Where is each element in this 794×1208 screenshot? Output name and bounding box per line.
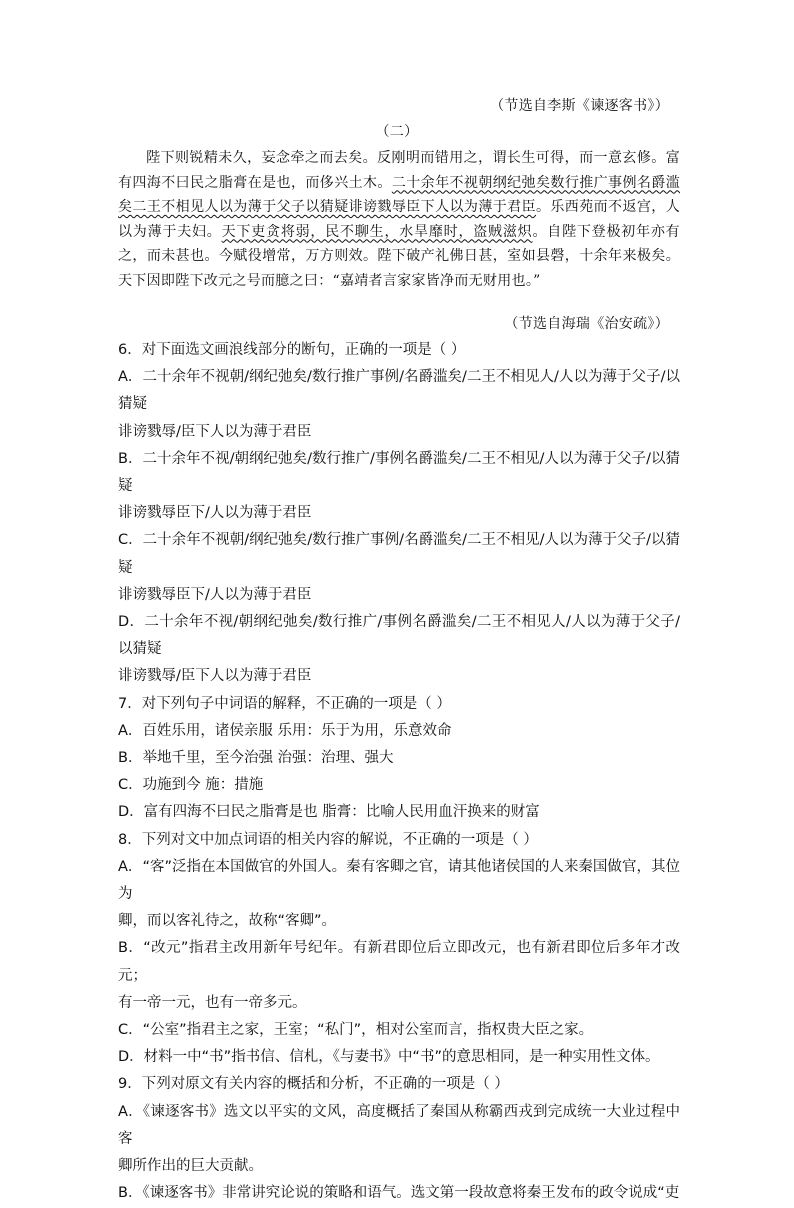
q8-option-c[interactable]: C．“公室”指君主之家，王室；“私门”，相对公室而言，指权贵大臣之家。 [118, 1022, 594, 1039]
source-citation-li-si: （节选自李斯《谏逐客书》） [490, 98, 669, 114]
questions-block [118, 337, 680, 1208]
q8-stem: 8．下列对文中加点词语的相关内容的解说，不正确的一项是（ ） [118, 831, 538, 848]
wavy-underlined-text-2: 天下吏贪将弱，民不聊生，水旱靡时，盗贼滋炽 [221, 223, 533, 240]
q7-option-c[interactable]: C．功施到今 施：措施 [118, 777, 264, 794]
q6-option-c-line1[interactable]: C．二十余年不视朝/纲纪弛矣/数行推广事例/名爵滥矣/二王不相见/人以为薄于父子/以猜疑 [118, 532, 680, 576]
q7-stem: 7．对下列句子中词语的解释，不正确的一项是（ ） [118, 695, 451, 712]
q6-option-b-line2[interactable]: 诽谤戮辱臣下/人以为薄于君臣 [118, 505, 312, 522]
classical-passage-2 [118, 146, 680, 293]
wavy-underlined-text-1: 二十余年不视朝纲纪弛矣数行推广事例名爵滥矣二王不相见人以为薄于父子以猜疑诽谤戮辱臣下人以为薄于君臣 [118, 174, 681, 215]
q6-option-a-line2[interactable]: 诽谤戮辱/臣下人以为薄于君臣 [118, 423, 312, 440]
q9-option-a-line1[interactable]: A．《谏逐客书》选文以平实的文风，高度概括了秦国从称霸西戎到完成统一大业过程中客 [118, 1103, 680, 1147]
q6-option-c-line2[interactable]: 诽谤戮辱臣下/人以为薄于君臣 [118, 586, 312, 603]
q9-option-b-line1[interactable]: B．《谏逐客书》非常讲究论说的策略和语气。选文第一段故意将秦王发布的政令说成“吏 [118, 1185, 680, 1202]
q8-option-a-line1[interactable]: A．“客”泛指在本国做官的外国人。秦有客卿之官，请其他诸侯国的人来秦国做官，其位为 [118, 858, 680, 903]
q6-option-d-line2[interactable]: 诽谤戮辱/臣下人以为薄于君臣 [118, 668, 312, 685]
q8-option-b-line2[interactable]: 有一帝一元，也有一帝多元。 [118, 994, 307, 1011]
q6-option-d-line1[interactable]: D．二十余年不视/朝纲纪弛矣/数行推广/事例名爵滥矣/二王不相见人/人以为薄于父子/以猜疑 [118, 614, 680, 658]
source-citation-hai-rui: （节选自海瑞《治安疏》） [504, 316, 669, 332]
q8-option-d[interactable]: D．材料一中“书”指书信、信札，《与妻书》中“书”的意思相同，是一种实用性文体。 [118, 1049, 660, 1066]
section-title-2: （二） [375, 124, 419, 140]
q7-option-a[interactable]: A．百姓乐用，诸侯亲服 乐用：乐于为用，乐意效命 [118, 722, 452, 739]
q9-stem: 9．下列对原文有关内容的概括和分析，不正确的一项是（ ） [118, 1076, 509, 1093]
passage-text-2: 。乐西苑而不返宫，人以为薄于夫妇。 [118, 199, 681, 240]
q7-option-b[interactable]: B．举地千里，至今治强 治强：治理、强大 [118, 750, 394, 767]
passage-text-1: 陛下则锐精未久，妄念牵之而去矣。反刚明而错用之，谓长生可得，而一意玄修。富有四海不曰民之脂膏在是也，而侈兴土木。 [118, 150, 680, 191]
q6-option-a-line1[interactable]: A．二十余年不视朝/纲纪弛矣/数行推广事例/名爵滥矣/二王不相见人/人以为薄于父子/以猜疑 [118, 369, 680, 413]
q8-option-b-line1[interactable]: B．“改元”指君主改用新年号纪年。有新君即位后立即改元，也有新君即位后多年才改元； [118, 940, 680, 984]
q6-stem: 6．对下面选文画浪线部分的断句，正确的一项是（ ） [118, 342, 466, 358]
q9-option-a-line2[interactable]: 卿所作出的巨大贡献。 [118, 1158, 263, 1175]
q6-option-b-line1[interactable]: B．二十余年不视/朝纲纪弛矣/数行推广/事例名爵滥矣/二王不相见/人以为薄于父子/以猜疑 [118, 450, 680, 495]
q7-option-d[interactable]: D．富有四海不曰民之脂膏是也 脂膏：比喻人民用血汗换来的财富 [118, 804, 540, 821]
q8-option-a-line2[interactable]: 卿，而以客礼待之，故称“客卿”。 [118, 913, 337, 930]
passage-text-3: 。自陛下登极初年亦有之，而未甚也。今赋役增常，万方则效。陛下破产礼佛日甚，室如县磬，十余年来极矣。天下因即陛下改元之号而臆之曰：“嘉靖者言家家皆净而无财用也。” [118, 223, 680, 289]
